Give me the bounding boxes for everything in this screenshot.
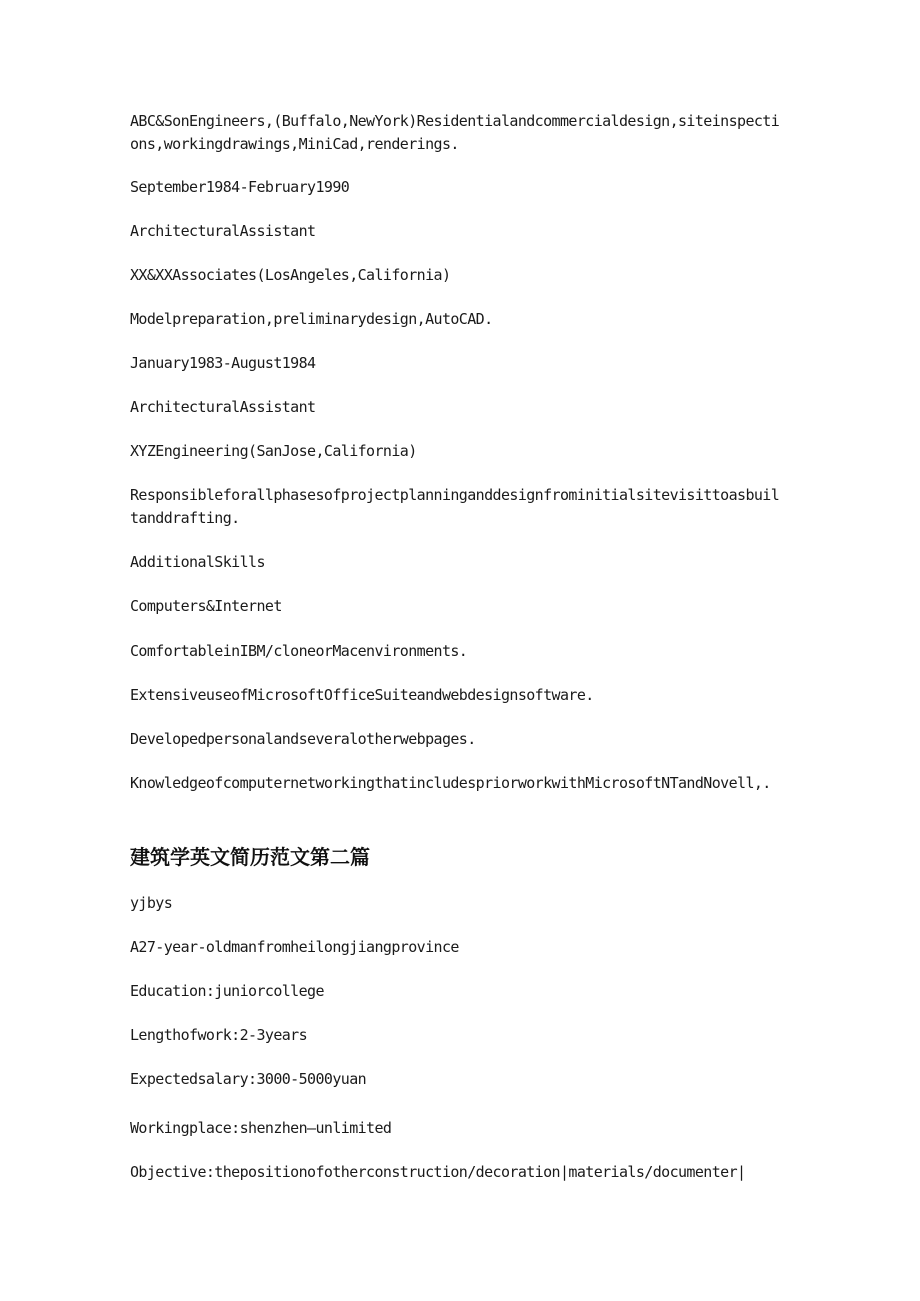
paragraph-computers-internet: Computers&Internet <box>130 597 282 615</box>
paragraph-job-title-2: ArchitecturalAssistant <box>130 398 316 416</box>
paragraph-networking: KnowledgeofcomputernetworkingthatincludespriorworkwithMicrosoftNTandNovell,. <box>130 774 771 792</box>
paragraph-education: Education:juniorcollege <box>130 982 324 1000</box>
paragraph-expected-salary: Expectedsalary:3000-5000yuan <box>130 1070 367 1088</box>
paragraph-duties-xx: Modelpreparation,preliminarydesign,AutoCAD. <box>130 310 493 328</box>
paragraph-source: yjbys <box>130 894 173 912</box>
paragraph-working-place: Workingplace:shenzhen—unlimited <box>130 1119 392 1137</box>
paragraph-employer-xx: XX&XXAssociates(LosAngeles,California) <box>130 266 451 284</box>
paragraph-length-of-work: Lengthofwork:2-3years <box>130 1026 308 1044</box>
paragraph-webpages: Developedpersonalandseveralotherwebpages. <box>130 730 476 748</box>
paragraph-objective: Objective:thepositionofotherconstruction/decoration|materials/documenter| <box>130 1163 746 1181</box>
paragraph-duties-xyz: Responsibleforallphasesofprojectplanninganddesignfrominitialsitevisittoasbuiltanddrafting. <box>130 486 780 527</box>
paragraph-environments: ComfortableinIBM/cloneorMacenvironments. <box>130 642 468 660</box>
section-heading: 建筑学英文简历范文第二篇 <box>130 845 370 869</box>
paragraph-job-title-1: ArchitecturalAssistant <box>130 222 316 240</box>
paragraph-employer-xyz: XYZEngineering(SanJose,California) <box>130 442 417 460</box>
paragraph-employer-abc: ABC&SonEngineers,(Buffalo,NewYork)Residentialandcommercialdesign,siteinspections,workingdrawings,MiniCad,renderings. <box>130 112 780 153</box>
paragraph-additional-skills: AdditionalSkills <box>130 553 265 571</box>
paragraph-dates-1984-1990: September1984-February1990 <box>130 178 350 196</box>
paragraph-office-suite: ExtensiveuseofMicrosoftOfficeSuiteandwebdesignsoftware. <box>130 686 594 704</box>
paragraph-profile: A27-year-oldmanfromheilongjiangprovince <box>130 938 459 956</box>
paragraph-dates-1983-1984: January1983-August1984 <box>130 354 316 372</box>
